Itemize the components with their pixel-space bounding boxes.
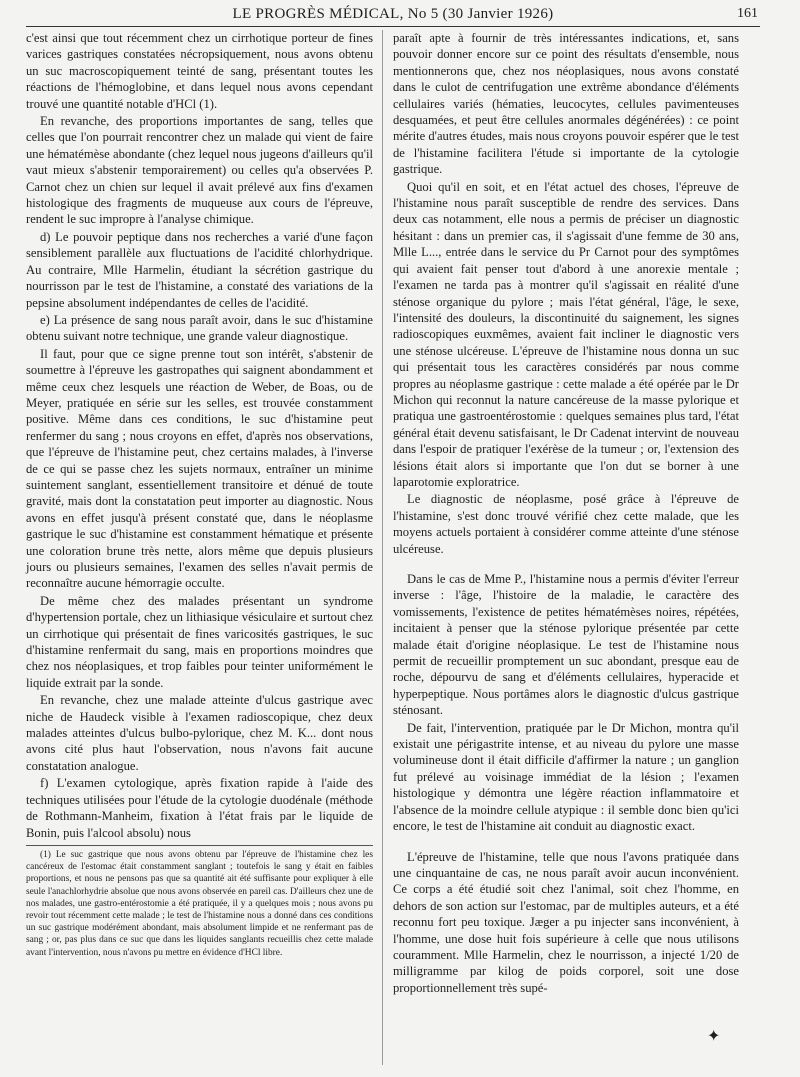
paragraph: e) La présence de sang nous paraît avoir, dans le suc d'histamine obtenu suivant notre technique, une grande valeur diagnostique. bbox=[26, 312, 373, 344]
footnote-rule bbox=[26, 845, 373, 846]
closing-ornament: ✦ bbox=[707, 1028, 721, 1045]
page-number: 161 bbox=[737, 6, 758, 21]
paragraph: En revanche, chez une malade atteinte d'ulcus gastrique avec niche de Haudeck visible à l'examen radioscopique, chez deux malades atteintes d'ulcus bulbo-pylorique, chez M. K... dont nous avons cité plus haut l'observation, nous n'avons fait aucune constatation analogue. bbox=[26, 693, 373, 773]
column-divider bbox=[382, 30, 383, 1065]
running-head bbox=[26, 6, 760, 27]
paragraph: Quoi qu'il en soit, et en l'état actuel des choses, l'épreuve de l'histamine nous paraît susceptible de rendre des services. Dans deux cas notamment, elle nous a permis de préciser un diagnostic hésitant : dans un premier cas, il s'agissait d'une femme de 30 ans, Mlle L..., entrée dans le service du Pr Carnot pour des symptômes qui avaient fait penser tout d'abord à une anorexie mentale ; l'examen ne tarda pas à montrer qu'il s'agissait en réalité d'une sténose organique du pylore ; mais l'état général, l'âge, le sexe, l'intensité des douleurs, la discontinuité du saignement, les signes radioscopiques euxmêmes, avaient fait incliner le diagnostic vers une sténose ulcéreuse. L'épreuve de l'histamine nous donna un suc qui présentait tous les caractères considérés par nous comme propres au néoplasme gastrique : cette malade a été opérée par le Dr Michon qui reconnut la nature cancéreuse de la masse pylorique et pratiqua une gastroentérostomie : quelques semaines plus tard, l'état général était devenu satisfaisant, le Dr Cadenat intervint de nouveau dans l'espoir de pratiquer l'exérèse de la tumeur ; or, l'extension des lésions était alors si importante que l'on dut se borner à une laparotomie exploratrice. bbox=[393, 179, 739, 489]
paragraph: paraît apte à fournir de très intéressantes indications, et, sans pouvoir donner encore sur ce point des résultats d'ensemble, nous mentionnerons que, chez nos néoplasiques, nous avons constaté dans le culot de centrifugation une extrême abondance d'éléments cellulaires variés (hématies, leucocytes, cellules pavimenteuses desquamées, et peut être cellules anormales dégénérées) : ce point mérite d'autres études, mais nous croyons pouvoir espérer que le test de l'histamine facilitera l'étude si importante de la cytologie gastrique. bbox=[393, 31, 739, 177]
paragraph: De même chez des malades présentant un syndrome d'hypertension portale, chez un lithiasique vésiculaire et surtout chez un cirrhotique qui présentait de fines varicosités gastriques, le suc d'histamine renfermait du sang, mais en proportions moindres que chez nos néoplasiques, et trop faibles pour teinter uniformément le liquide extrait par la sonde. bbox=[26, 593, 373, 690]
journal-title: LE PROGRÈS MÉDICAL, No 5 (30 Janvier 1926) bbox=[232, 6, 554, 22]
paragraph: L'épreuve de l'histamine, telle que nous l'avons pratiquée dans une cinquantaine de cas, ne nous paraît avoir aucun inconvénient. Ce corps a été étudié soit chez l'animal, soit chez l'homme, en dehors de son action sur l'estomac, par de multiples auteurs, et a été reconnu fort peu toxique. Jæger a pu injecter sans inconvénient, à l'homme, une dose huit fois supérieure à celle que nous utilisons couramment. Mlle Harmelin, chez le nourrisson, a injecté 1/20 de milligramme par kilog de poids corporel, soit une dose proportionnellement très supé- bbox=[393, 849, 739, 995]
paragraph: Il faut, pour que ce signe prenne tout son intérêt, s'abstenir de soumettre à l'épreuve les gastropathes qui saignent abondamment et même ceux chez lesquels une réaction de Weber, de Boas, ou de Meyer, pratiquée en série sur les selles, est trouvée constamment positive. Même dans ces conditions, le suc d'histamine peut renfermer du sang ; nous croyons en effet, d'après nos observations, que l'épreuve de l'histamine peut, chez certains malades, à l'inverse de ce qui se passe chez les sujets normaux, entraîner un minime suintement sanglant, essentiellement transitoire et dénué de toute gravité, mais dont la constatation peut importer au diagnostic. Nous avons en effet jusqu'à présent constaté que, dans le néoplasme gastrique le suc d'histamine est constamment hématique et présente une coloration brune très nette, alors même que depuis plusieurs jours ou plusieurs semaines, l'examen des selles n'avait permis de reconnaître aucune hémorragie occulte. bbox=[26, 346, 373, 591]
paragraph: En revanche, des proportions importantes de sang, telles que celles que l'on pourrait rencontrer chez un malade qui vient de faire une hématémèse abondante (chez lequel nous jugeons d'ailleurs qu'il vaut mieux s'abstenir temporairement) ou celles qu'a observées P. Carnot chez un chien sur lequel il avait prélevé aux fins d'examen histologique des fragments de muqueuse aux cours de l'épreuve, rendent le suc impropre à l'analyse chimique. bbox=[26, 114, 373, 227]
paragraph: Dans le cas de Mme P., l'histamine nous a permis d'éviter l'erreur inverse : l'âge, l'histoire de la maladie, le caractère des vomissements, l'existence de petites hématémèses noires, répétées, incitaient à penser que la sténose pylorique présentée par cette malade était d'origine néoplasique. Le test de l'histamine nous permit de recueillir promptement un suc abondant, presque eau de roche, dépourvu de sang et d'éléments cellulaires, hyperacide et hyperpeptique. Nous portâmes alors le diagnostic d'ulcus gastrique sténosant. bbox=[393, 572, 739, 718]
footnote: (1) Le suc gastrique que nous avons obtenu par l'épreuve de l'histamine chez les cancéreux de l'estomac était constamment sanglant ; toutefois le sang y était en faibles proportions, et nous ne pensons pas que sa quantité ait été suffisante pour expliquer à elle seule l'anachlorhydrie absolue que nous avons observée en pareil cas. D'ailleurs chez une de nos malades, une gastro-entérostomie a été pratiquée, il y a quelques mois ; nous avons pu revoir tout récemment cette malade ; le test de l'histamine nous a donné dans ces conditions un suc gastrique modérément abondant, mais absolument limpide et ne renfermant pas de sang ; or, pas plus dans ce suc que dans les liquides sanglants recueillis chez cette malade avant l'intervention, nous n'avons pu mettre en évidence d'HCl libre. bbox=[26, 849, 373, 958]
paragraph: f) L'examen cytologique, après fixation rapide à l'aide des techniques utilisées pour l'étude de la cytologie duodénale (méthode de Rothmann-Manheim, fixation à l'état frais par le liquide de Bonin, puis l'alcool absolu) nous bbox=[26, 776, 373, 840]
paragraph: Le diagnostic de néoplasme, posé grâce à l'épreuve de l'histamine, s'est donc trouvé vérifié chez cette malade, que les moyens actuels portaient à considérer comme atteinte d'une sténose ulcéreuse. bbox=[393, 492, 739, 556]
paragraph: c'est ainsi que tout récemment chez un cirrhotique porteur de fines varices gastriques constatées nécropsiquement, nous avons obtenu un suc macroscopiquement teinté de sang, présentant toutes les réactions de l'hémoglobine, et dans lequel nous avons cependant trouvé une quantité notable d'HCl (1). bbox=[26, 31, 373, 111]
left-column bbox=[26, 30, 373, 960]
right-column bbox=[393, 30, 739, 997]
paragraph: d) Le pouvoir peptique dans nos recherches a varié d'une façon sensiblement parallèle aux fluctuations de l'acidité chlorhydrique. Au contraire, Mlle Harmelin, étudiant la sécrétion gastrique du nourrisson par le test de l'histamine, a constaté des variations de la pepsine absolument indépendantes de celles de l'acidité. bbox=[26, 229, 373, 310]
paragraph: De fait, l'intervention, pratiquée par le Dr Michon, montra qu'il existait une périgastrite intense, et au niveau du pylore une masse volumineuse dont il était difficile d'affirmer la nature ; un ganglion fut prélevé au voisinage immédiat de la lésion ; l'examen histologique y démontra une légère réaction inflammatoire et l'absence de la moindre cellule atypique : il semble donc bien qu'ici encore, le test de l'histamine ait conduit au diagnostic exact. bbox=[393, 720, 739, 834]
